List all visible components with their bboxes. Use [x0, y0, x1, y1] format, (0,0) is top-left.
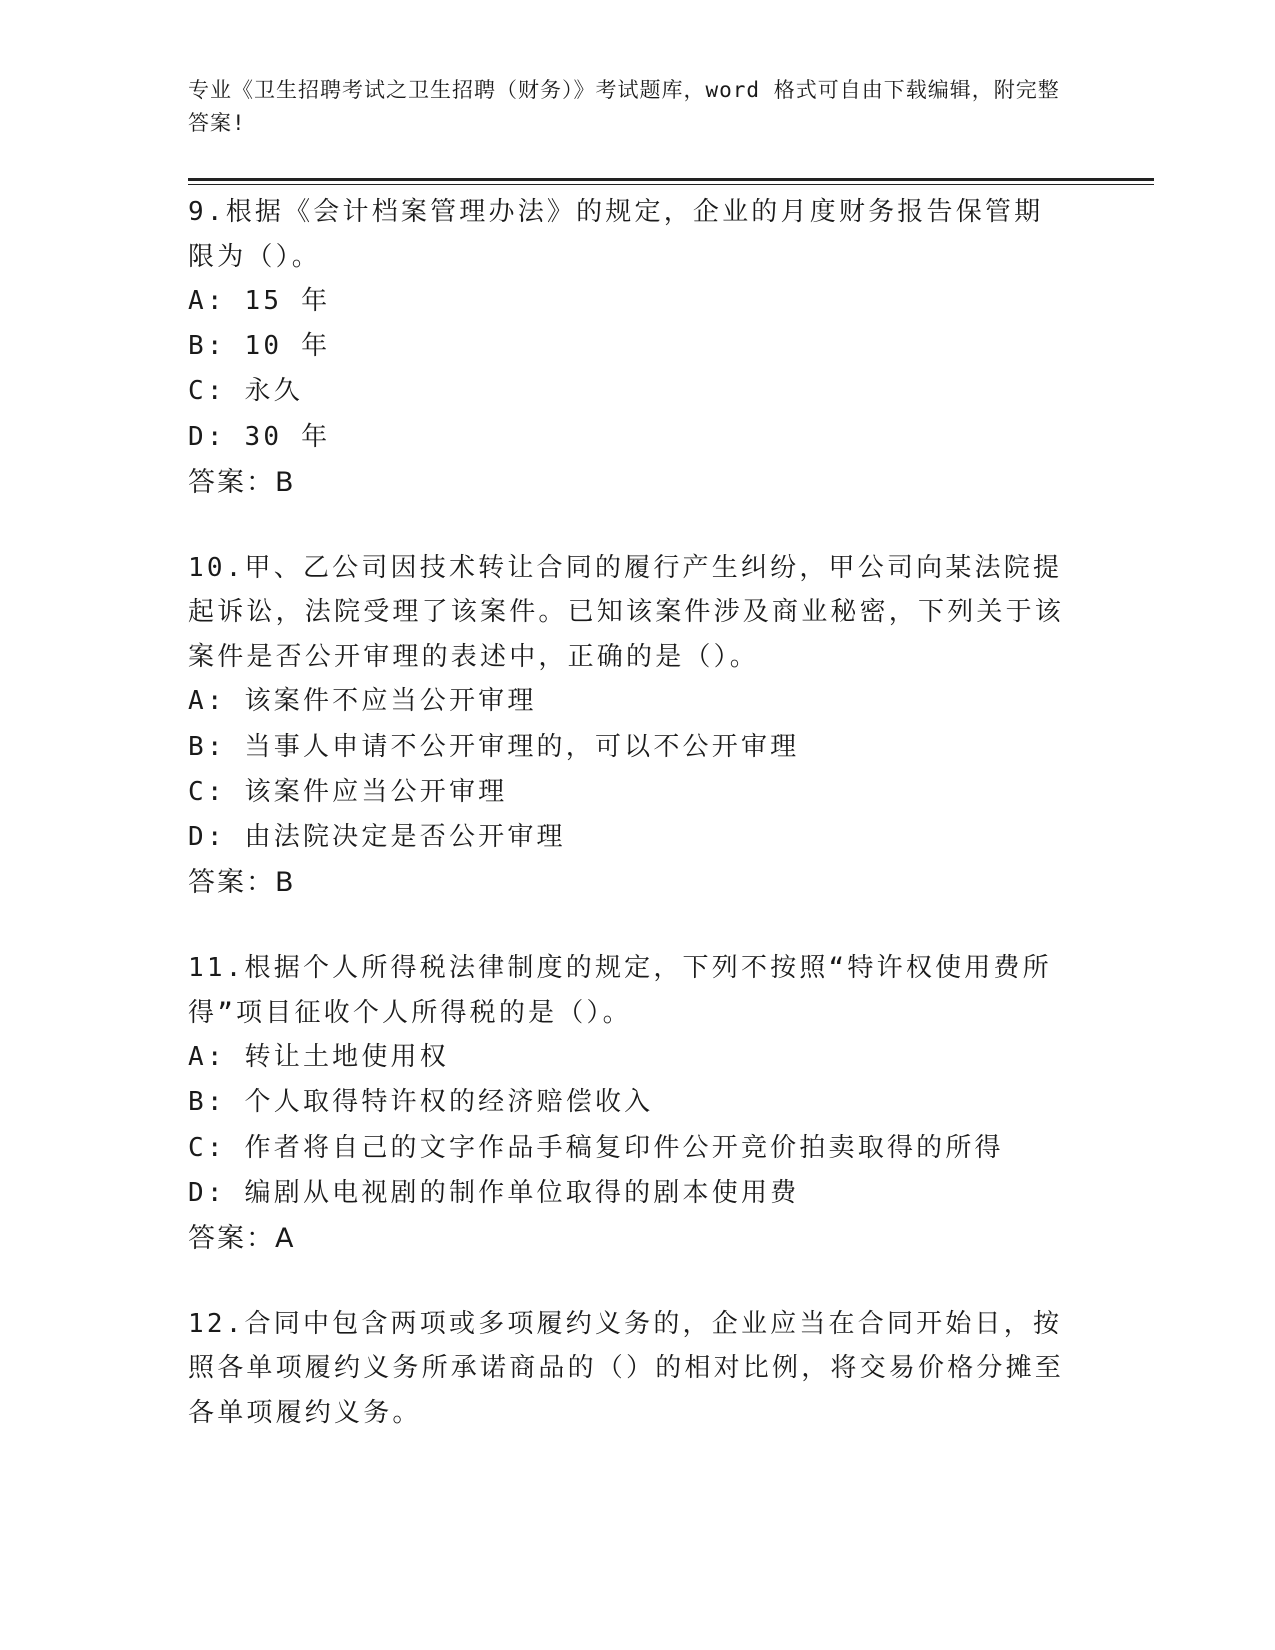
question-10 [188, 546, 1068, 905]
option-a: A: 15 年 [188, 286, 331, 316]
question-text: 11.根据个人所得税法律制度的规定，下列不按照“特许权使用费所得”项目征收个人所得税的是（）。 [188, 953, 1052, 1028]
document-header: 专业《卫生招聘考试之卫生招聘（财务）》考试题库，word 格式可自由下载编辑，附完整答案! [188, 78, 1060, 135]
header-divider-thick [188, 178, 1154, 181]
option-c: C: 作者将自己的文字作品手稿复印件公开竞价拍卖取得的所得 [188, 1132, 1004, 1163]
question-list [188, 190, 1068, 1435]
option-c: C: 永久 [188, 376, 303, 407]
question-text: 12.合同中包含两项或多项履约义务的，企业应当在合同开始日，按照各单项履约义务所承诺商品的（）的相对比例，将交易价格分摊至各单项履约义务。 [188, 1308, 1065, 1428]
option-a: A: 转让土地使用权 [188, 1042, 449, 1073]
header-divider-thin [188, 184, 1154, 185]
option-d: D: 30 年 [188, 421, 331, 452]
option-a: A: 该案件不应当公开审理 [188, 686, 537, 717]
option-d: D: 由法院决定是否公开审理 [188, 821, 566, 852]
question-11 [188, 946, 1068, 1261]
option-b: B: 个人取得特许权的经济赔偿收入 [188, 1087, 654, 1118]
option-c: C: 该案件应当公开审理 [188, 776, 508, 807]
question-9 [188, 190, 1068, 505]
option-d: D: 编剧从电视剧的制作单位取得的剧本使用费 [188, 1177, 800, 1208]
question-text: 9.根据《会计档案管理办法》的规定，企业的月度财务报告保管期限为（）。 [188, 197, 1044, 272]
option-b: B: 当事人申请不公开审理的，可以不公开审理 [188, 731, 800, 762]
question-12 [188, 1302, 1068, 1436]
answer-line: 答案：B [188, 466, 296, 498]
answer-line: 答案：A [188, 1222, 296, 1254]
answer-line: 答案：B [188, 867, 296, 899]
option-b: B: 10 年 [188, 331, 331, 362]
question-text: 10.甲、乙公司因技术转让合同的履行产生纠纷，甲公司向某法院提起诉讼，法院受理了该案件。已知该案件涉及商业秘密，下列关于该案件是否公开审理的表述中，正确的是（）。 [188, 552, 1065, 672]
